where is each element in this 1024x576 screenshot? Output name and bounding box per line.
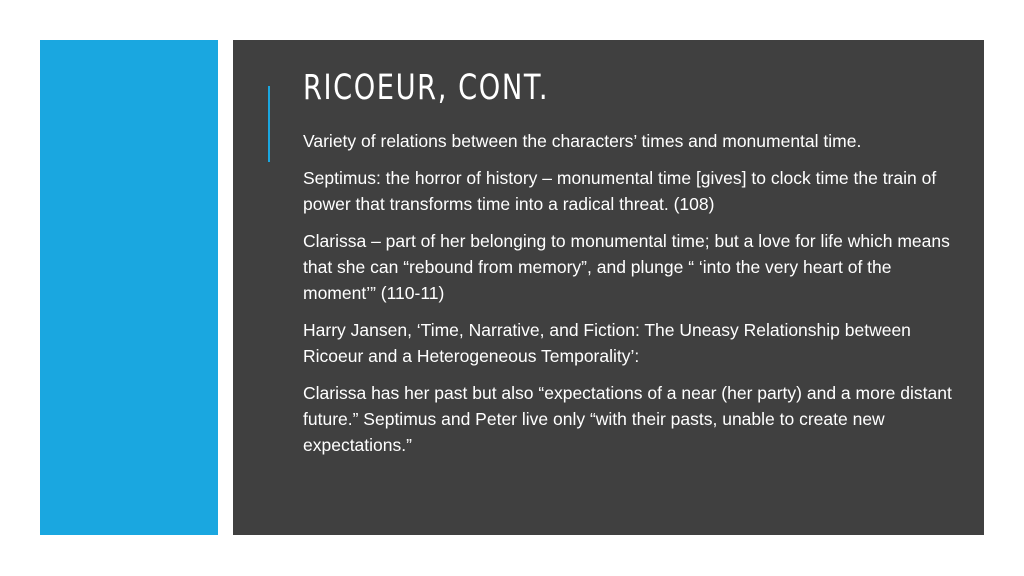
slide-title: RICOEUR, CONT. bbox=[303, 68, 550, 108]
body-paragraph-2: Septimus: the horror of history – monumental time [gives] to clock time the train of power that transforms time into a radical threat. (108) bbox=[303, 168, 937, 214]
body-paragraph-3: Clarissa – part of her belonging to monumental time; but a love for life which means that she can “rebound from memory”, and plunge “ ‘into the very heart of the moment’” (110-11) bbox=[303, 231, 950, 303]
body-paragraph-4: Harry Jansen, ‘Time, Narrative, and Fiction: The Uneasy Relationship between Ricoeur and a Heterogeneous Temporality’: bbox=[303, 320, 911, 366]
slide-body bbox=[303, 128, 963, 469]
title-accent-rule bbox=[268, 86, 270, 162]
content-panel bbox=[233, 40, 984, 535]
accent-panel bbox=[40, 40, 218, 535]
body-paragraph-1: Variety of relations between the characters’ times and monumental time. bbox=[303, 131, 862, 151]
body-paragraph-5: Clarissa has her past but also “expectations of a near (her party) and a more distant future.” Septimus and Peter live only “with their pasts, unable to create new expectations.” bbox=[303, 383, 952, 455]
